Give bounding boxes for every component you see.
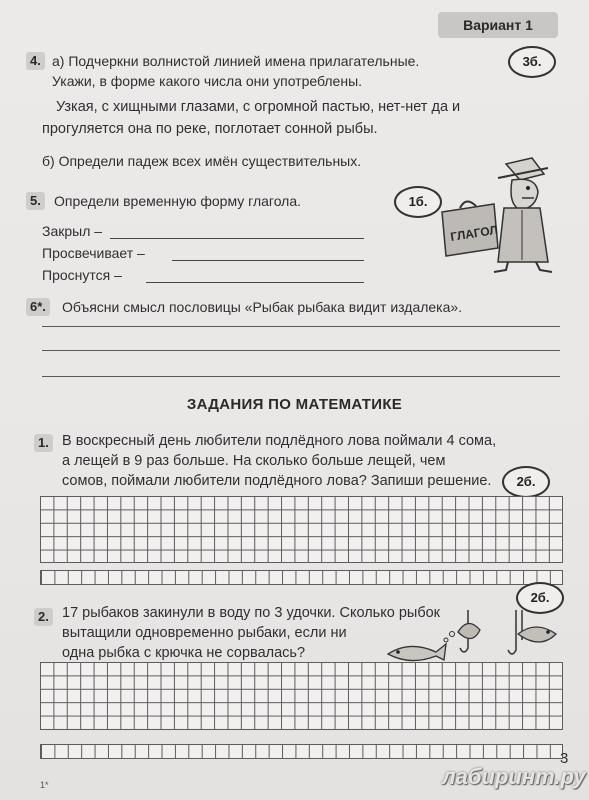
math-task2-line1: 17 рыбаков закинули в воду по 3 удочки. Сколько рыбок [62,605,441,621]
labirint-watermark: лабиринт.ру [442,764,586,789]
task5-word-3: Проснутся – [42,267,122,283]
math-task1-number: 1. [34,434,53,452]
task5-number: 5. [26,192,45,210]
math-task1-line1: В воскресный день любители подлёдного лова поймали 4 сома, [62,433,497,449]
task5-answer-line-2[interactable] [172,260,364,261]
task5-answer-line-1[interactable] [110,238,364,239]
fish-on-hooks-illustration [380,610,570,670]
task6-answer-line-1[interactable] [42,326,560,327]
math-task1-answer-strip[interactable] [40,570,563,585]
task4-sentence-line1: Узкая, с хищными глазами, с огромной пастью, нет-нет да и [56,99,461,115]
task4-part-b: б) Определи падеж всех имён существительных. [42,153,362,169]
task4-instruction-line1: а) Подчеркни волнистой линией имена прилагательные. [52,53,420,69]
task4-number: 4. [26,52,45,70]
math-task2-answer-grid[interactable] [40,662,563,730]
task6-number: 6*. [26,298,50,316]
math-section-heading: ЗАДАНИЯ ПО МАТЕМАТИКЕ [186,396,403,413]
task5-prompt: Определи временную форму глагола. [54,193,302,209]
math-task1-answer-grid[interactable] [40,496,563,563]
variant-label: Вариант 1 [438,12,558,38]
math-task2-line2: вытащили одновременно рыбаки, если ни [62,625,347,641]
spy-with-verb-bag-illustration [436,152,560,276]
print-footnote: 1* [40,780,49,790]
task5-score: 1б. [394,186,442,218]
task6-prompt: Объясни смысл пословицы «Рыбак рыбака видит издалека». [62,299,463,315]
task5-word-1: Закрыл – [42,223,103,239]
math-task2-score: 2б. [516,582,564,614]
task5-answer-line-3[interactable] [146,282,364,283]
math-task2-answer-strip[interactable] [40,744,563,759]
task4-sentence-line2: прогуляется она по реке, поглотает сонной рыбы. [42,121,378,137]
task6-answer-line-3[interactable] [42,376,560,377]
math-task1-line2: а лещей в 9 раз больше. На сколько больше лещей, чем [62,453,446,469]
task4-score: 3б. [508,46,556,78]
math-task1-line3: сомов, поймали любители подлёдного лова? Запиши решение. [62,473,492,489]
math-task2-line3: одна рыбка с крючка не сорвалась? [62,645,306,661]
math-task2-number: 2. [34,608,53,626]
bag-label: ГЛАГОЛ [449,222,499,245]
task4-instruction-line2: Укажи, в форме какого числа они употреблены. [52,73,363,89]
task6-answer-line-2[interactable] [42,350,560,351]
math-task1-score: 2б. [502,466,550,498]
page-number: 3 [560,750,569,767]
task5-word-2: Просвечивает – [42,245,145,261]
